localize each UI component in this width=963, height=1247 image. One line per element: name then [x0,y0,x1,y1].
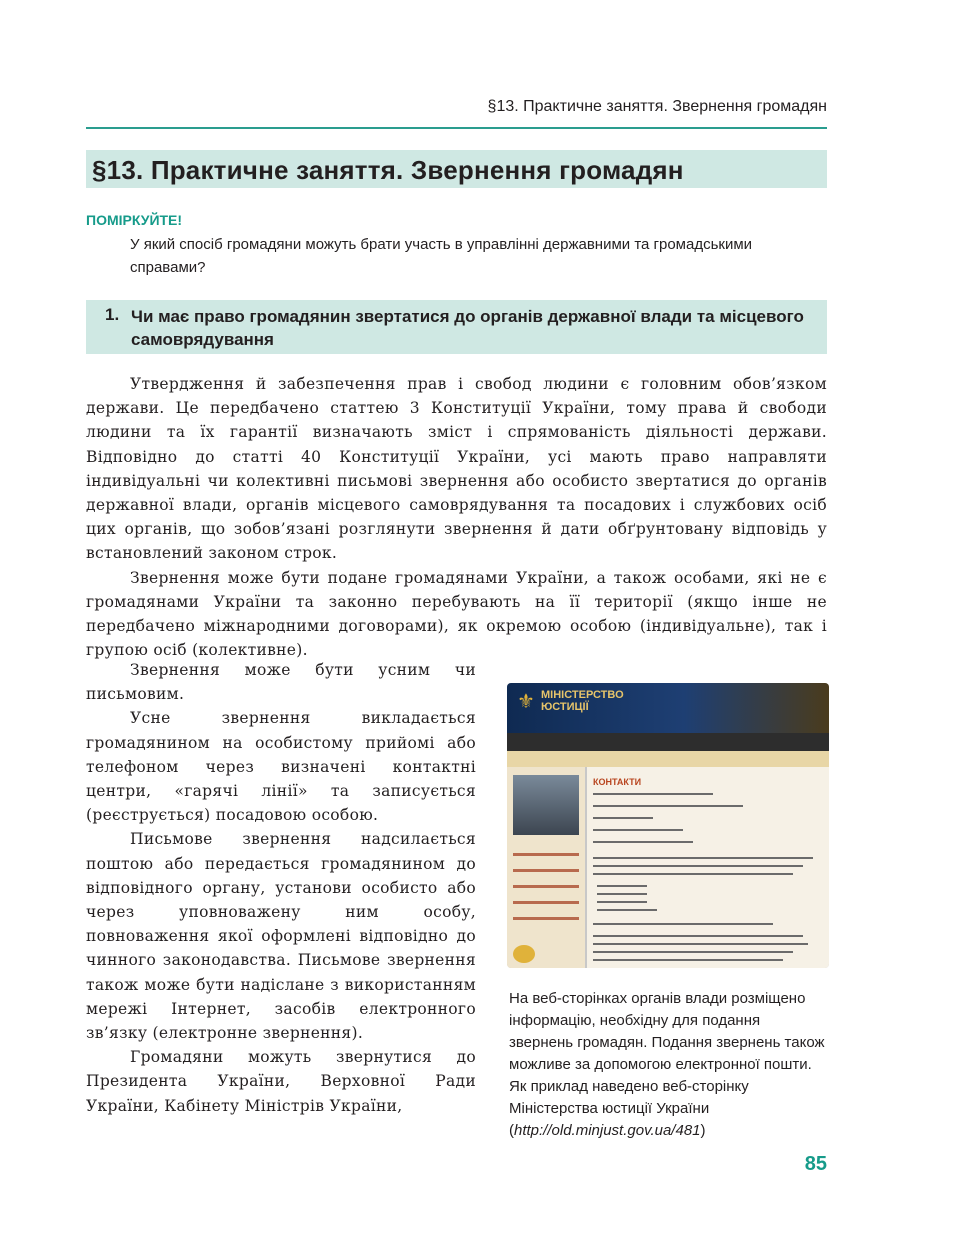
site-text-line [593,793,713,795]
site-text-line [597,893,647,895]
paragraph: Звернення може бути усним чи письмовим. [86,661,476,704]
page-title: §13. Практичне заняття. Звернення громадян [92,155,684,185]
site-text-line [597,901,647,903]
column-text [86,658,476,1118]
main-text [86,372,827,662]
header-rule [86,127,827,129]
site-text-line [597,909,657,911]
site-text-line [593,829,683,831]
sidebar-link [513,917,579,920]
website-screenshot-figure [507,683,829,968]
section-number: 1. [105,305,120,324]
sidebar-link [513,901,579,904]
site-text-line [593,865,803,867]
portrait-photo [513,775,579,835]
paragraph: Усне звернення викладається громадянином на особистому прийомі або телефоном через визначені контактні центри, «гарячі лінії» та записується (реєструється) посадовою особою. [86,709,476,825]
title-bar [86,150,827,188]
paragraph: Письмове звернення надсилається поштою або передається громадянином до відповідного органу, установи особисто або через уповноважену ним особу, повноваження якої оформлені відповідно до чинного законодавства. Письмове звернення також може бути надіслане з використанням мережі Інтернет, засобів електронного зв’язку (електронне звернення). [86,830,476,1043]
figure-caption [509,988,827,1142]
site-text-line [593,805,743,807]
site-text-line [593,873,793,875]
trident-icon: ⚜ [517,691,535,713]
site-name [541,689,624,713]
site-text-line [593,923,773,925]
section-heading-bar [86,300,827,354]
sidebar-link [513,853,579,856]
site-text-line [593,841,693,843]
sidebar-link [513,869,579,872]
running-head: §13. Практичне заняття. Звернення громадян [487,98,827,115]
site-content [587,767,829,968]
sidebar-link [513,885,579,888]
section-title: Чи має право громадянин звертатися до органів державної влади та місцевого самоврядування [131,307,804,349]
site-text-line [593,951,793,953]
caption-close: ) [700,1122,706,1139]
think-question: У який спосіб громадяни можуть брати участь в управлінні державними та громадськими справами? [130,236,753,276]
site-text-line [597,885,647,887]
clean-power-logo-icon [513,945,535,963]
site-text-line [593,817,653,819]
site-name-line2: ЮСТИЦІЇ [541,701,589,713]
page-number: 85 [804,1153,827,1175]
site-header [507,683,829,733]
site-banner [507,751,829,767]
caption-text: На веб-сторінках органів влади розміщено інформацію, необхідну для подання звернень громадян. Подання звернень також можливе за допомогою електронної пошти. Як приклад наведено веб-сторінку Міністерства юстиції України ( [509,990,825,1139]
paragraph: Утвердження й забезпечення прав і свобод людини є головним обов’язком держави. Це передбачено статтею 3 Конституції України, тому права й свободи людини та їх гарантії визначають зміст і спрямованість діяльності держави. Відповідно до статті 40 Конституції України, усі мають право направляти індивідуальні чи колективні письмові звернення або особисто звертатися до органів державної влади, органів місцевого самоврядування та посадових і службових осіб цих органів, що зобов’язані розглянути звернення й дати обґрунтовану відповідь у встановлений законом строк. [86,375,827,563]
caption-url: http://old.minjust.gov.ua/481 [514,1122,701,1139]
site-text-line [593,857,813,859]
site-contacts-heading: КОНТАКТИ [593,777,642,787]
site-name-line1: МІНІСТЕРСТВО [541,689,624,701]
site-text-line [593,959,783,961]
site-nav-bar [507,733,829,751]
site-text-line [593,943,808,945]
paragraph: Звернення може бути подане громадянами України, а також особами, які не є громадянами України та законно перебувають на її території (якщо інше не передбачено міжнародними договорами), як окремою особою (індивідуальне), так і групою осіб (колективне). [86,568,827,660]
site-text-line [593,935,803,937]
paragraph: Громадяни можуть звернутися до Президента України, Верховної Ради України, Кабінету Міністрів України, [86,1048,476,1115]
think-label: ПОМІРКУЙТЕ! [86,212,183,228]
